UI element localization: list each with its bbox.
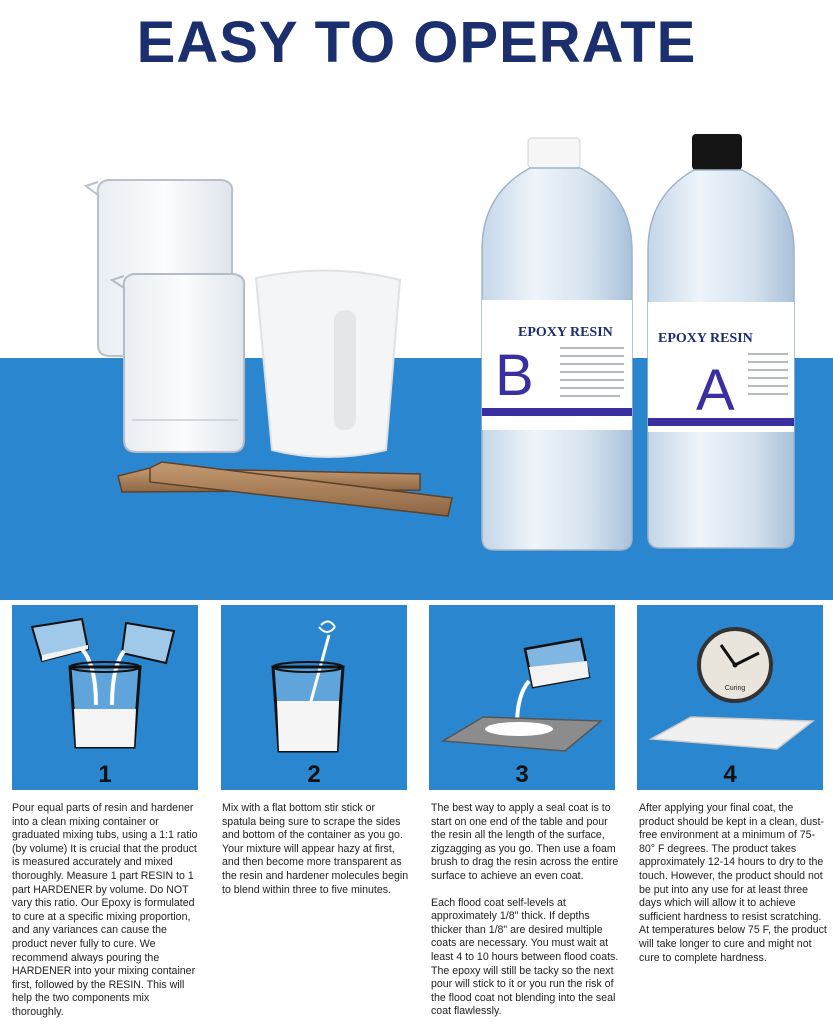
step-2-description (222, 802, 412, 897)
bottle-b-icon (482, 138, 632, 550)
table-surface-icon (443, 717, 601, 751)
beaker-small-icon (112, 274, 244, 452)
bottle-b-brand: EPOXY RESIN (518, 325, 613, 340)
step-3-panel (429, 605, 615, 790)
step-4-number: 4 (723, 761, 737, 788)
step-3-paragraph-1: The best way to apply a seal coat is to start on one end of the table and pour the resin all the length of the surface, zigzagging as you go. Then use a foam brush to drag the resin across the entire surface to achieve an even coat. (431, 802, 619, 882)
step-4-description (639, 802, 829, 965)
bottle-a-letter: A (696, 358, 735, 423)
bottle-a-brand: EPOXY RESIN (658, 331, 753, 346)
mixing-glass-icon (70, 662, 140, 747)
step-4-paragraph: After applying your final coat, the product should be kept in a clean, dust-free environment at a minimum of 75-80° F degrees. The product takes approximately 12-14 hours to dry to the touch. However, the product should not be put into any use for at least three days which will allow it to achieve sufficient hardness to resist scratching. At temperatures below 75 F, the product will take longer to cure and might not cure to complete hardness. (639, 802, 827, 964)
step-2-paragraph: Mix with a flat bottom stir stick or spatula being sure to scrape the sides and bottom of the container as you go. Your mixture will appear hazy at first, and then become more transparent as the resin and hardener molecules begin to blend within three to five minutes. (222, 802, 409, 896)
mixing-glass-icon (273, 662, 343, 751)
step-3-description (431, 802, 621, 1019)
step-1-description (12, 802, 202, 1020)
page-title: EASY TO OPERATE (136, 10, 697, 75)
step-2-number: 2 (307, 761, 321, 788)
bottle-b-letter: B (495, 343, 534, 408)
step-1-panel (12, 605, 198, 790)
bottle-a-icon (648, 134, 794, 548)
clock-icon (699, 629, 771, 701)
step-3-number: 3 (515, 761, 529, 788)
clock-label: Curing (724, 685, 746, 692)
step-2-panel (221, 605, 407, 790)
product-hero-image (0, 90, 833, 600)
cured-surface-icon (651, 717, 813, 749)
step-4-panel (637, 605, 823, 790)
step-3-paragraph-2: Each flood coat self-levels at approximately 1/8" thick. If depths thicker than 1/8" are desired multiple coats are necessary. You must wait at least 4 to 10 hours between flood coats. The epoxy will still be tacky so the next pour will stick to it or you run the risk of the flood coat not blending into the seal coat flawlessly. (431, 896, 619, 1018)
step-1-paragraph: Pour equal parts of resin and hardener into a clean mixing container or graduated mixing tubs, using a 1:1 ratio (by volume) It is crucial that the product is measured accurately and mixed thoroughly. Measure 1 part RESIN to 1 part HARDENER by volume. Do NOT vary this ratio. Our Epoxy is formulated to cure at a specific mixing proportion, and any variances can cause the product never fully to cure. We recommend always pouring the HARDENER into your mixing container first, followed by the RESIN. This will help the two components mix thoroughly. (12, 802, 198, 1018)
step-1-number: 1 (98, 761, 112, 788)
pouring-cup-icon (517, 639, 589, 725)
silicone-cup-icon (256, 270, 400, 457)
